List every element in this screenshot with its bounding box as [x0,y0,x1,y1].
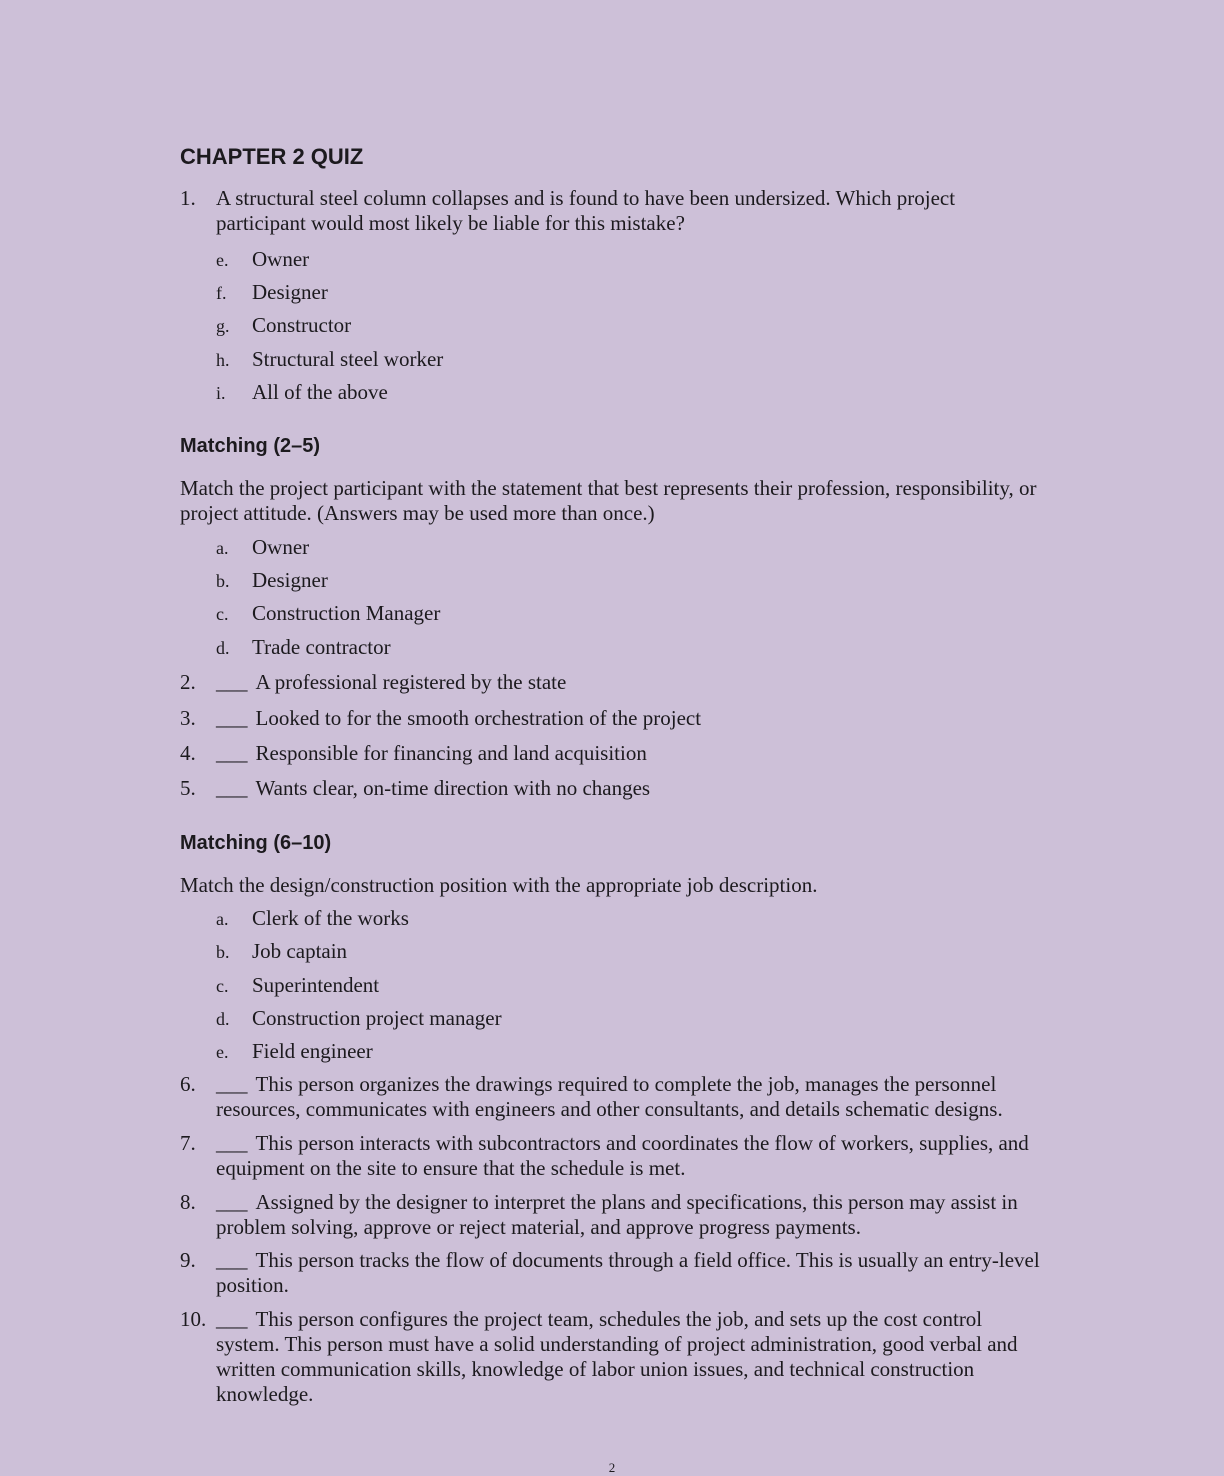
option-text: Constructor [252,313,352,337]
option-item [216,601,440,627]
matching-question [180,1190,1040,1240]
option-text: Superintendent [252,973,380,997]
answer-blank[interactable]: ___ [216,1190,248,1214]
option-text: All of the above [252,380,388,404]
option-item [216,347,443,373]
option-letter: b. [216,571,230,591]
option-text: Structural steel worker [252,347,444,371]
question-number: 8. [180,1190,196,1214]
option-letter: g. [216,316,230,336]
option-letter: e. [216,250,229,270]
option-letter: b. [216,942,230,962]
option-text: Owner [252,247,310,271]
option-letter: i. [216,383,226,403]
option-item [216,906,409,932]
option-letter: d. [216,1009,230,1029]
answer-blank[interactable]: ___ [216,1307,248,1331]
answer-blank[interactable]: ___ [216,706,248,730]
matching-question [180,706,1040,731]
option-letter: e. [216,1042,229,1062]
question-text: This person organizes the drawings required to complete the job, manages the personnel resources, communicates with engineers and other consultants, and details schematic designs. [216,1072,1003,1121]
option-letter: d. [216,638,230,658]
option-item [216,247,309,273]
option-text: Owner [252,535,310,559]
question-text: Looked to for the smooth orchestration of the project [255,706,702,730]
question-text: This person tracks the flow of documents through a field office. This is usually an entry-level position. [216,1248,1040,1297]
option-letter: a. [216,909,229,929]
option-text: Construction project manager [252,1006,502,1030]
answer-blank[interactable]: ___ [216,741,248,765]
page-title: CHAPTER 2 QUIZ [180,144,364,169]
option-item [216,1039,373,1065]
section-intro: Match the project participant with the statement that best represents their profession, responsibility, or project attitude. (Answers may be used more than once.) [180,476,1037,525]
matching-question [180,776,1040,801]
question-number: 6. [180,1072,196,1096]
answer-blank[interactable]: ___ [216,1072,248,1096]
question-text: A professional registered by the state [255,670,567,694]
question-number: 3. [180,706,196,730]
question-number: 7. [180,1131,196,1155]
section-heading: Matching (6–10) [180,832,332,854]
option-letter: c. [216,976,229,996]
question-number: 5. [180,776,196,800]
option-text: Designer [252,280,328,304]
matching-question [180,741,1040,766]
answer-blank[interactable]: ___ [216,1131,248,1155]
option-item [216,939,347,965]
option-letter: a. [216,538,229,558]
option-letter: h. [216,350,230,370]
matching-question [180,1072,1040,1122]
option-text: Clerk of the works [252,906,409,930]
option-text: Field engineer [252,1039,373,1063]
matching-question [180,1307,1040,1407]
option-item [216,635,391,661]
question-text: This person interacts with subcontractors and coordinates the flow of workers, supplies, and equipment on the site to ensure that the schedule is met. [216,1131,1029,1180]
question-text: A structural steel column collapses and is found to have been undersized. Which project participant would most likely be liable for this mistake? [216,186,956,235]
question-text: Assigned by the designer to interpret the plans and specifications, this person may assist in problem solving, approve or reject material, and approve progress payments. [216,1190,1018,1239]
matching-question [180,1248,1040,1298]
question-text: This person configures the project team, schedules the job, and sets up the cost control system. This person must have a solid understanding of project administration, good verbal and written communication skills, knowledge of labor union issues, and technical construction knowledge. [216,1307,1018,1406]
matching-question [180,670,1040,695]
option-text: Trade contractor [252,635,391,659]
question-number: 1. [180,186,196,210]
answer-blank[interactable]: ___ [216,670,248,694]
question-text: Wants clear, on-time direction with no changes [255,776,651,800]
section-heading: Matching (2–5) [180,435,321,457]
option-item [216,568,328,594]
option-item [216,380,388,406]
matching-question [180,1131,1040,1181]
question-1 [180,186,1040,236]
option-item [216,1006,502,1032]
option-item [216,280,328,306]
option-item [216,973,379,999]
option-letter: f. [216,283,227,303]
question-number: 4. [180,741,196,765]
question-number: 2. [180,670,196,694]
question-number: 9. [180,1248,196,1272]
option-letter: c. [216,604,229,624]
option-text: Designer [252,568,328,592]
page-number: 2 [608,1460,616,1475]
answer-blank[interactable]: ___ [216,776,248,800]
section-intro: Match the design/construction position with the appropriate job description. [180,873,818,897]
option-text: Job captain [252,939,348,963]
question-text: Responsible for financing and land acquisition [255,741,647,765]
option-item [216,313,351,339]
answer-blank[interactable]: ___ [216,1248,248,1272]
option-text: Construction Manager [252,601,441,625]
option-item [216,535,309,561]
question-number: 10. [180,1307,207,1331]
